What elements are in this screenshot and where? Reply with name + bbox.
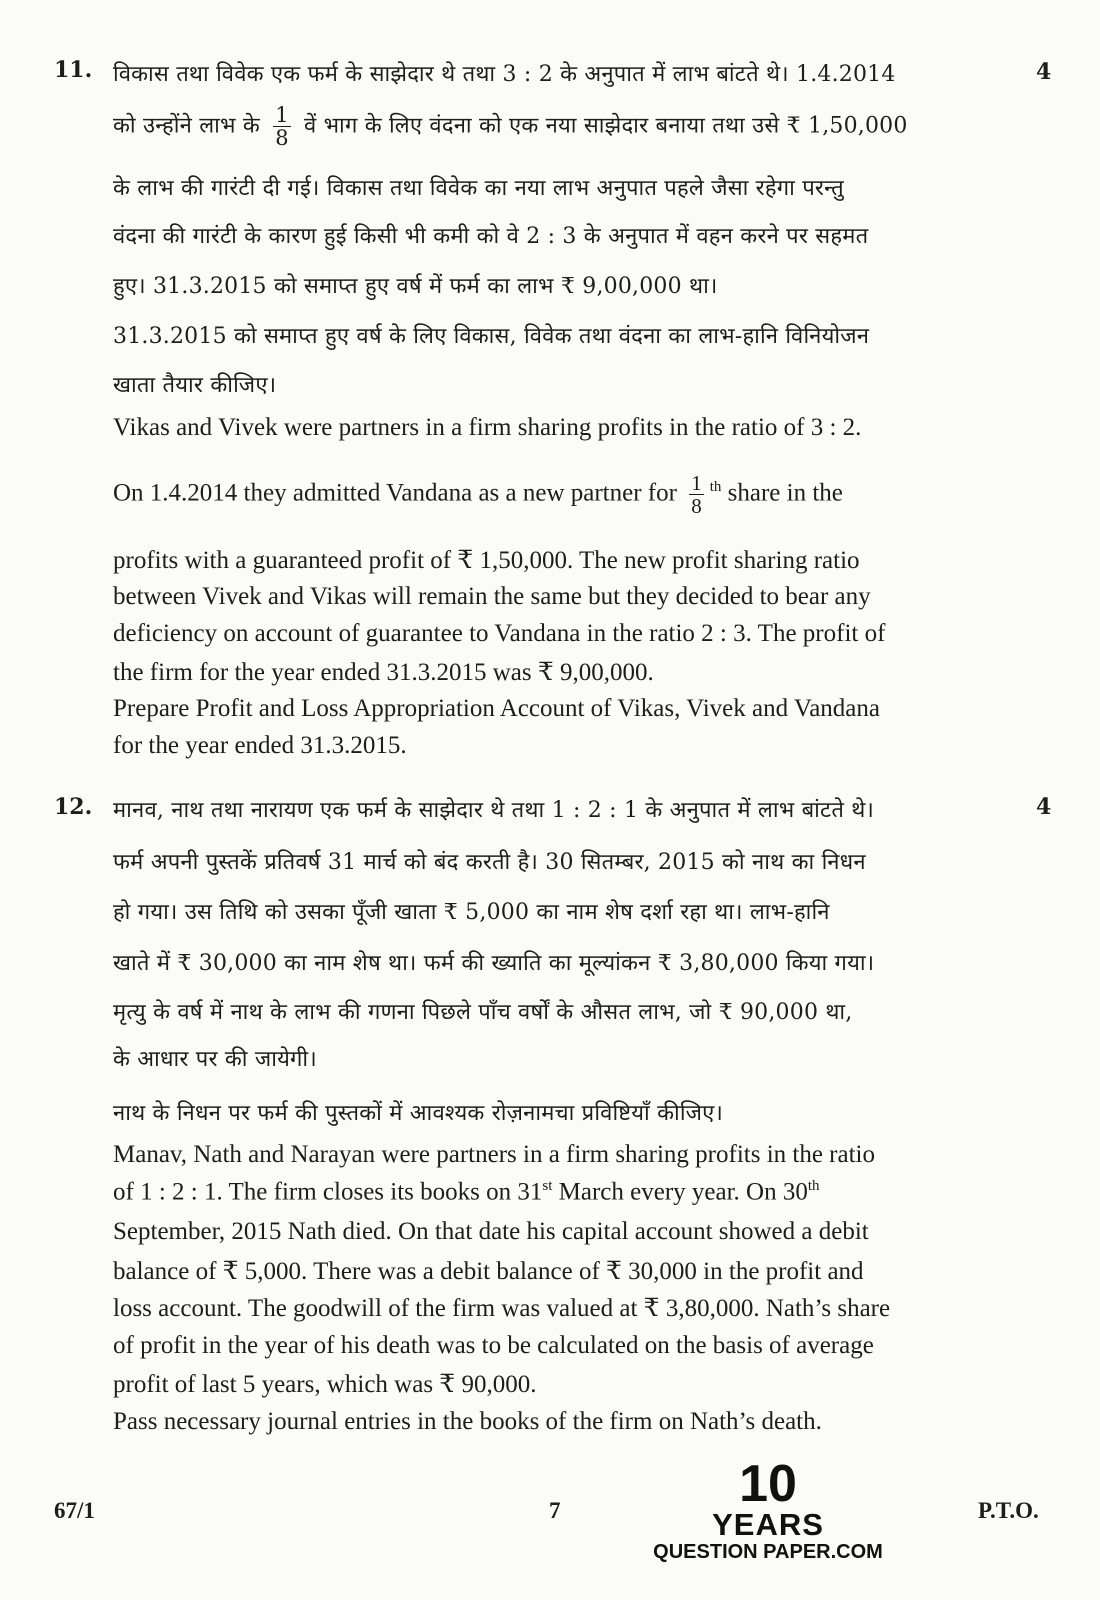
english-line: loss account. The goodwill of the firm was valued at ₹ 3,80,000. Nath’s share <box>113 1295 891 1322</box>
hindi-line: खाते में ₹ 30,000 का नाम शेष था। फर्म की ख्याति का मूल्यांकन ₹ 3,80,000 किया गया। <box>113 951 875 976</box>
logo-word: YEARS <box>712 1507 824 1542</box>
hindi-text: को उन्होंने लाभ के <box>113 113 260 139</box>
question-number: 12. <box>54 794 93 820</box>
english-text: March every year. On 30 <box>552 1178 808 1206</box>
english-line: Vikas and Vivek were partners in a firm sharing profits in the ratio of 3 : 2. <box>113 414 862 441</box>
hindi-line: मानव, नाथ तथा नारायण एक फर्म के साझेदार थे तथा 1 : 2 : 1 के अनुपात में लाभ बांटते थे। <box>113 798 875 823</box>
logo-site: QUESTION PAPER.COM <box>653 1541 883 1563</box>
english-line: for the year ended 31.3.2015. <box>113 732 407 759</box>
hindi-line: हुए। 31.3.2015 को समाप्त हुए वर्ष में फर्म का लाभ ₹ 9,00,000 था। <box>113 274 718 299</box>
hindi-line: के लाभ की गारंटी दी गई। विकास तथा विवेक का नया लाभ अनुपात पहले जैसा रहेगा परन्तु <box>113 176 844 201</box>
ordinal-suffix: st <box>542 1178 553 1194</box>
english-line: the firm for the year ended 31.3.2015 was ₹ 9,00,000. <box>113 659 654 686</box>
english-line: Manav, Nath and Narayan were partners in a firm sharing profits in the ratio <box>113 1141 875 1168</box>
ordinal-suffix: th <box>807 1178 820 1194</box>
english-line: profit of last 5 years, which was ₹ 90,000. <box>113 1371 537 1398</box>
english-line: Pass necessary journal entries in the books of the firm on Nath’s death. <box>113 1408 822 1435</box>
hindi-text: वें भाग के लिए वंदना को एक नया साझेदार बनाया तथा उसे ₹ 1,50,000 <box>303 113 908 139</box>
hindi-line: के आधार पर की जायेगी। <box>113 1047 317 1072</box>
english-text: share in the <box>727 479 843 507</box>
english-line: deficiency on account of guarantee to Vandana in the ratio 2 : 3. The profit of <box>113 620 886 647</box>
fraction-suffix: th <box>709 478 722 495</box>
fraction-numerator: 1 <box>691 471 702 495</box>
question-number: 11. <box>54 57 93 83</box>
hindi-line: फर्म अपनी पुस्तकें प्रतिवर्ष 31 मार्च को बंद करती है। 30 सितम्बर, 2015 को नाथ का निधन <box>113 850 866 875</box>
hindi-line: खाता तैयार कीजिए। <box>113 373 277 398</box>
page-number: 7 <box>549 1498 561 1523</box>
hindi-line: नाथ के निधन पर फर्म की पुस्तकों में आवश्यक रोज़नामचा प्रविष्टियाँ कीजिए। <box>113 1101 724 1126</box>
english-line: profits with a guaranteed profit of ₹ 1,50,000. The new profit sharing ratio <box>113 547 860 574</box>
hindi-fraction-line <box>113 104 993 149</box>
fraction <box>689 472 704 517</box>
english-line-with-superscripts <box>113 1178 993 1206</box>
watermark-logo <box>648 1455 888 1564</box>
fraction-denominator: 8 <box>691 494 702 519</box>
fraction-numerator: 1 <box>275 103 289 127</box>
hindi-line: हो गया। उस तिथि को उसका पूँजी खाता ₹ 5,000 का नाम शेष दर्शा रहा था। लाभ-हानि <box>113 900 830 925</box>
hindi-line: वंदना की गारंटी के कारण हुई किसी भी कमी को वे 2 : 3 के अनुपात में वहन करने पर सहमत <box>113 224 869 249</box>
english-text: On 1.4.2014 they admitted Vandana as a new partner for <box>113 479 677 507</box>
pto-label: P.T.O. <box>978 1498 1039 1523</box>
english-fraction-line <box>113 472 993 517</box>
hindi-line: मृत्यु के वर्ष में नाथ के लाभ की गणना पिछले पाँच वर्षों के औसत लाभ, जो ₹ 90,000 था, <box>113 1000 853 1025</box>
hindi-line: 31.3.2015 को समाप्त हुए वर्ष के लिए विकास, विवेक तथा वंदना का लाभ-हानि विनियोजन <box>113 324 870 349</box>
english-line: of profit in the year of his death was to be calculated on the basis of average <box>113 1332 874 1359</box>
hindi-line: विकास तथा विवेक एक फर्म के साझेदार थे तथा 3 : 2 के अनुपात में लाभ बांटते थे। 1.4.2014 <box>113 62 896 87</box>
english-text: of 1 : 2 : 1. The firm closes its books on 31 <box>113 1178 543 1206</box>
fraction <box>273 104 291 149</box>
paper-code: 67/1 <box>54 1498 95 1523</box>
question-marks: 4 <box>1036 794 1052 820</box>
english-line: balance of ₹ 5,000. There was a debit balance of ₹ 30,000 in the profit and <box>113 1258 864 1285</box>
english-line: Prepare Profit and Loss Appropriation Account of Vikas, Vivek and Vandana <box>113 695 880 722</box>
fraction-denominator: 8 <box>275 126 289 151</box>
question-marks: 4 <box>1036 59 1052 85</box>
english-line: between Vivek and Vikas will remain the same but they decided to bear any <box>113 583 871 610</box>
english-line: September, 2015 Nath died. On that date his capital account showed a debit <box>113 1218 869 1245</box>
logo-number: 10 <box>739 1455 797 1513</box>
